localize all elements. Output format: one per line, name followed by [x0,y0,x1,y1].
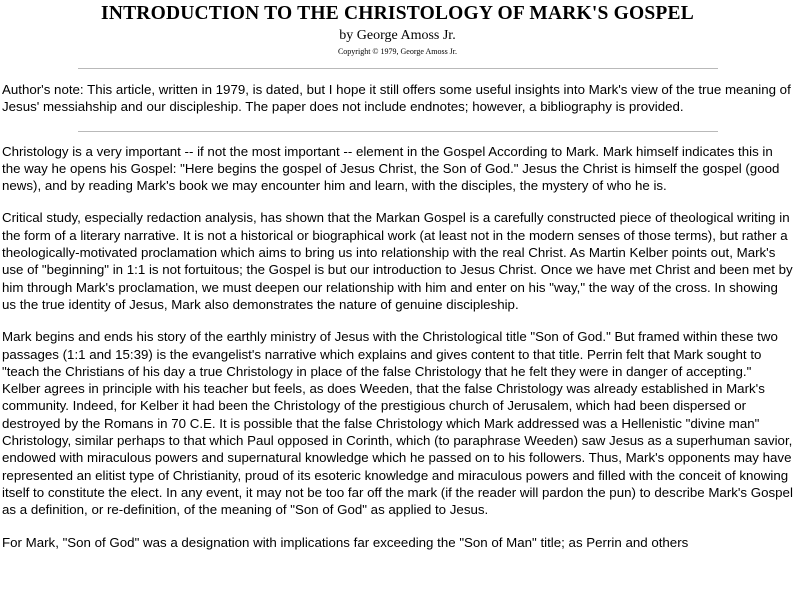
divider-top [78,68,718,69]
paragraph-critical-study: Critical study, especially redaction analysis, has shown that the Markan Gospel is a carefully constructed piece of theological writing in the form of a literary narrative. It is not a historical or biographical work (at least not in the modern senses of those terms), but rather a theologically-motivated proclamation which aims to bring us into relationship with the real Christ. As Martin Kelber points out, Mark's use of "beginning" in 1:1 is not fortuitous; the Gospel is but our introduction to Jesus Christ. Once we have met Christ and been met by him through Mark's proclamation, we must deepen our relationship with him and enter on his "way," the way of the cross. In showing us the true identity of Jesus, Mark also demonstrates the nature of genuine discipleship. [2,210,793,312]
divider-after-note [78,131,718,132]
paragraph-son-of-god-meaning: For Mark, "Son of God" was a designation with implications far exceeding the "Son of Man" title; as Perrin and others [2,534,689,550]
paragraph-christology-importance: Christology is a very important -- if not the most important -- element in the Gospel According to Mark. Mark himself indicates this in the way he opens his Gospel: "Here begins the gospel of Jesus Christ, the Son of God." Jesus the Christ is himself the gospel (good news), and by reading Mark's book we may encounter him and learn, with the disciples, the mystery of who he is. [2,143,780,194]
copyright-notice: Copyright © 1979, George Amoss Jr. [337,47,458,56]
page-title: INTRODUCTION TO THE CHRISTOLOGY OF MARK'S GOSPEL [101,3,694,24]
title-block [2,0,793,57]
author-byline: by George Amoss Jr. [339,28,456,43]
paragraph-authors-note: Author's note: This article, written in 1979, is dated, but I hope it still offers some useful insights into Mark's view of the true meaning of Jesus' messiahship and our discipleship. The paper does not include endnotes; however, a bibliography is provided. [2,82,791,115]
paragraph-son-of-god-frame: Mark begins and ends his story of the earthly ministry of Jesus with the Christological title "Son of God." But framed within these two passages (1:1 and 15:39) is the evangelist's narrative which explains and gives content to that title. Perrin felt that Mark sought to "teach the Christians of his day a true Christology in place of the false Christology that he felt they were in danger of accepting." Kelber agrees in principle with his teacher but feels, as does Weeden, that the false Christology was already established in Mark's community. Indeed, for Kelber it had been the Christology of the prestigious church of Jerusalem, which had been dispersed or destroyed by the Romans in 70 C.E. It is possible that the false Christology which Mark addressed was a Hellenistic "divine man" Christology, similar perhaps to that which Paul opposed in Corinth, which (to paraphrase Weeden) saw Jesus as a superhuman savior, endowed with miraculous powers and supernatural knowledge which he passed on to his followers. Thus, Mark's opponents may have represented an elitist type of Christianity, proud of its esoteric knowledge and miraculous powers and filled with the conceit of knowing itself to constitute the elect. In any event, it may not be too far off the mark (if the reader will pardon the pun) to describe Mark's Gospel as a definition, or re-definition, of the meaning of "Son of God" as applied to Jesus. [2,329,793,518]
